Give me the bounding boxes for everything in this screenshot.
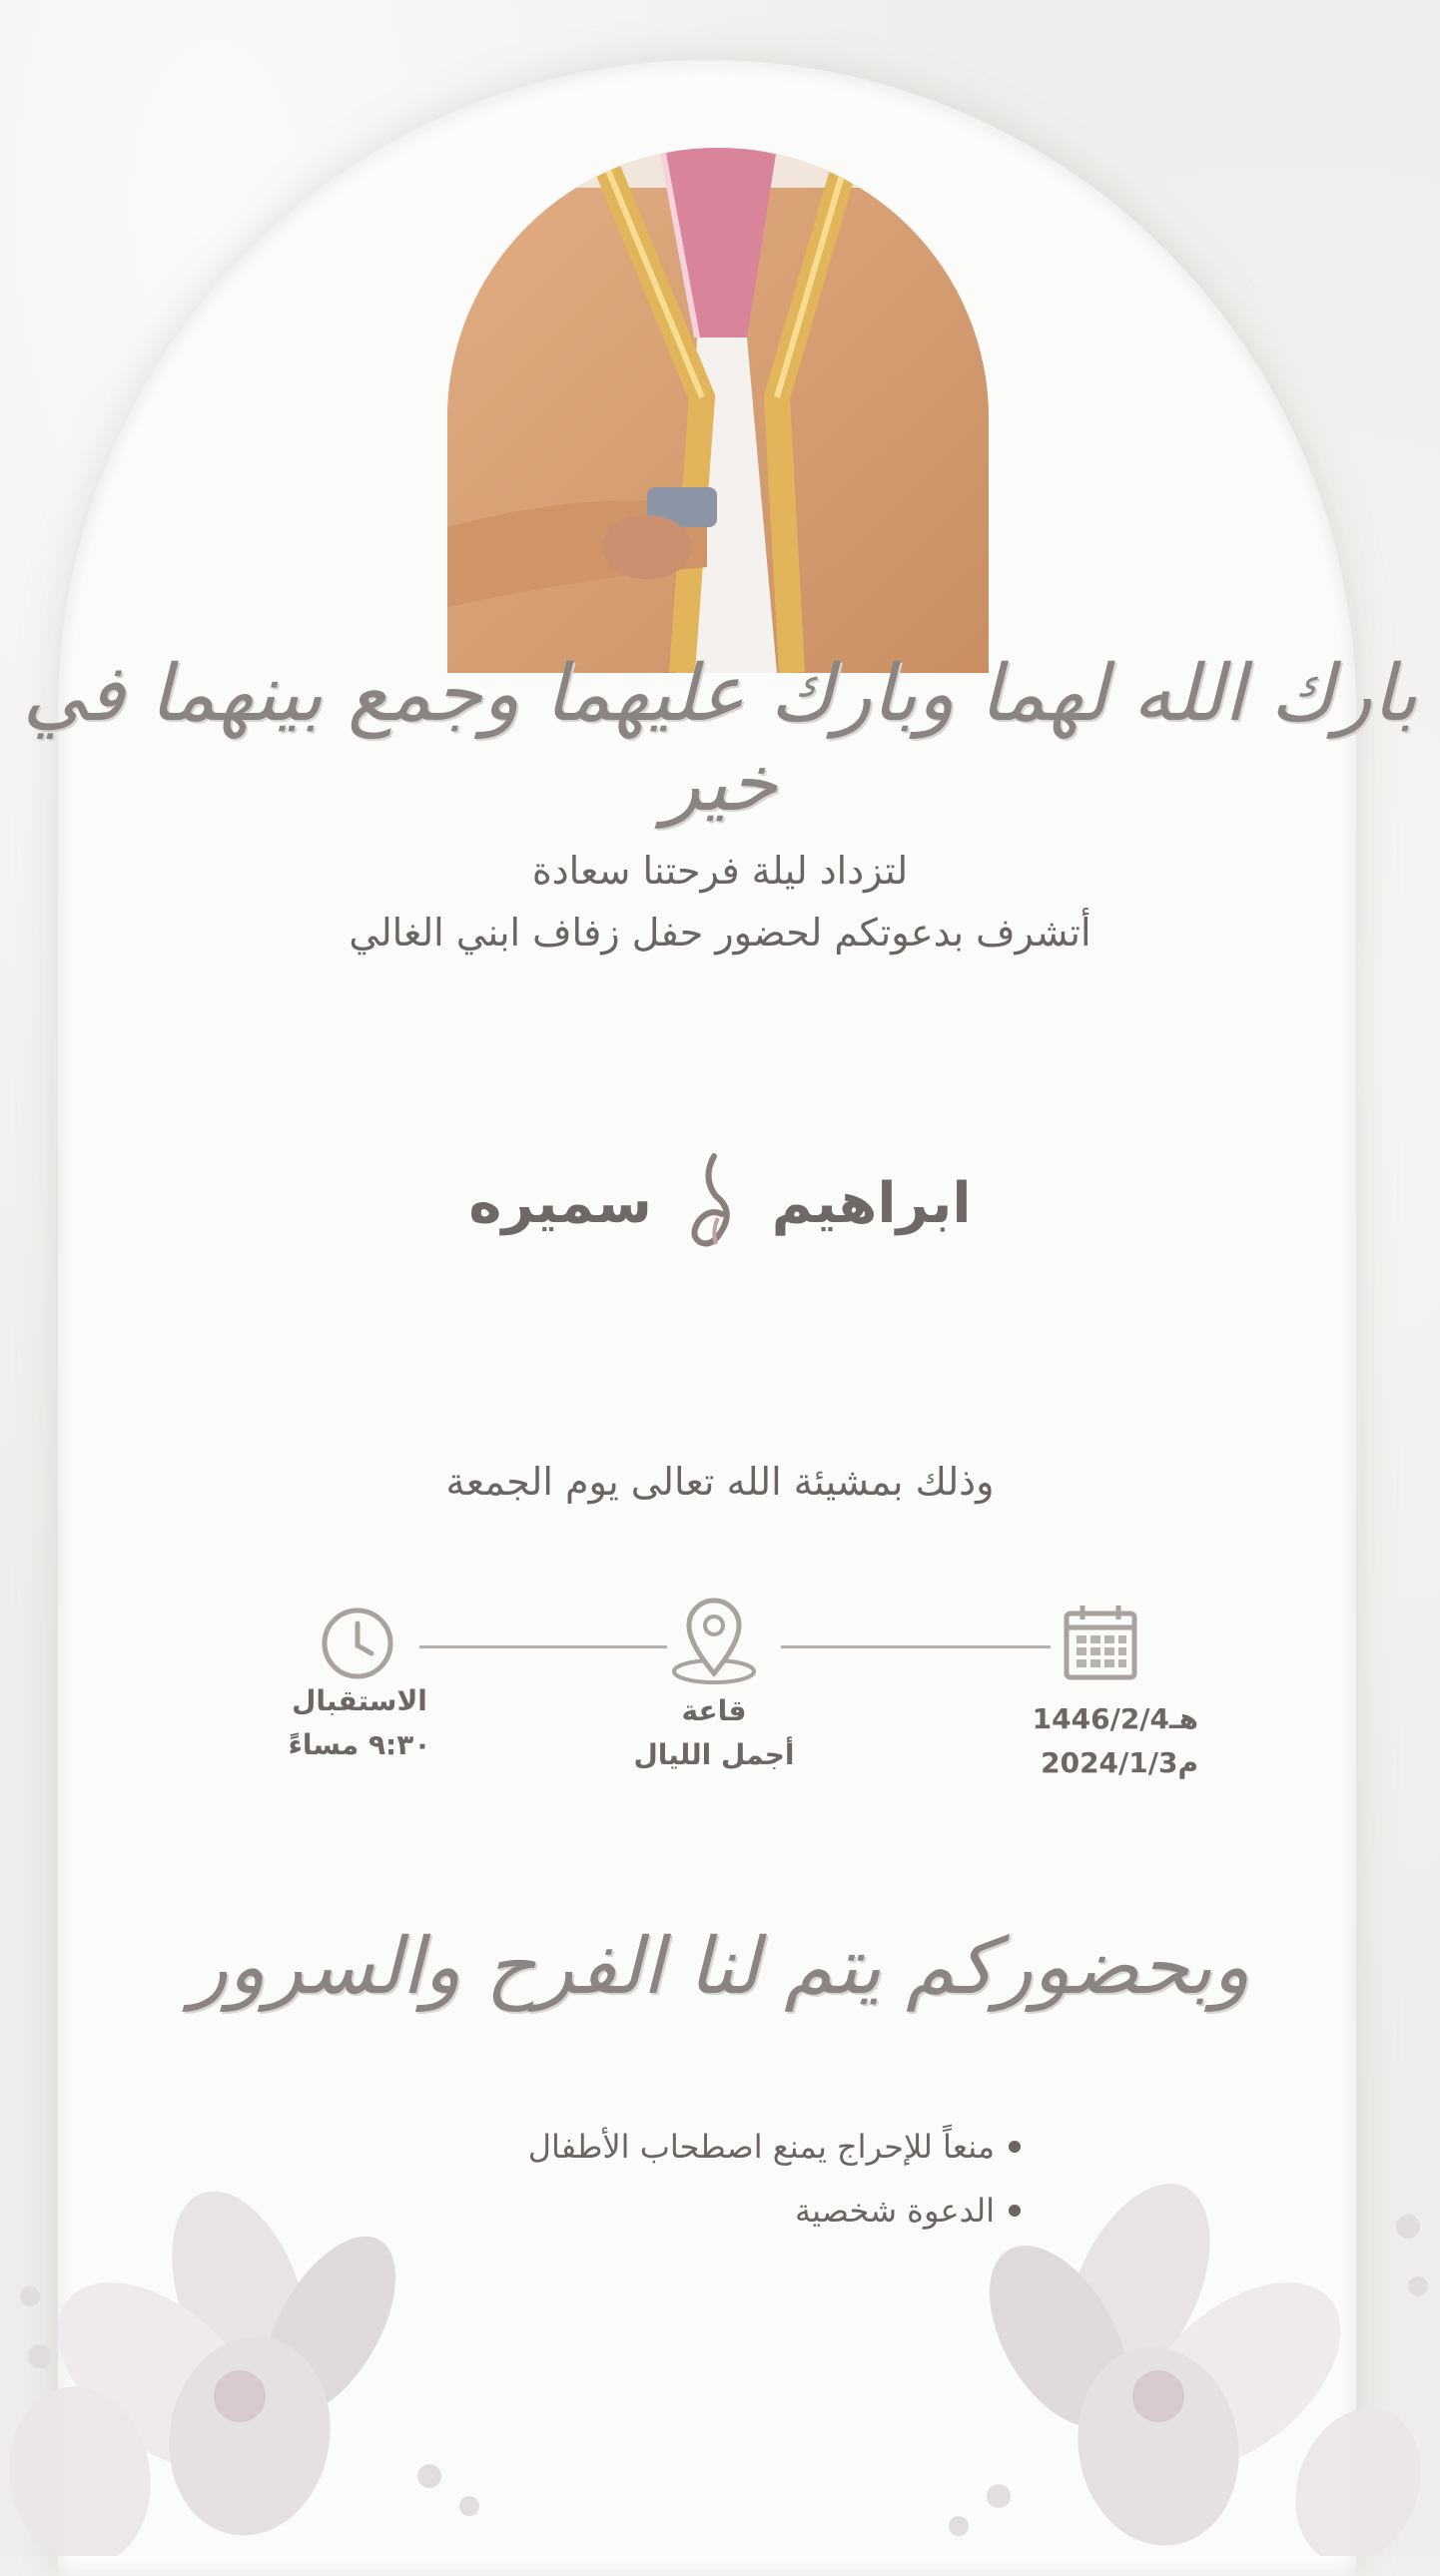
and-ornament-icon — [682, 1148, 742, 1258]
rule-text: منعاً للإحراج يمنع اصطحاب الأطفال — [527, 2128, 995, 2166]
intro-line-1: لتزداد ليلة فرحتنا سعادة — [531, 849, 909, 893]
location-pin-icon — [669, 1594, 759, 1685]
day-text: وذلك بمشيئة الله تعالى يوم الجمعة — [445, 1460, 995, 1504]
couple-names — [0, 1148, 1440, 1258]
timeline-line-left — [419, 1645, 667, 1648]
bullet-icon — [1009, 2141, 1021, 2153]
blessing-calligraphy: بارك الله لهما وبارك عليهما وجمع بينهما في خير — [22, 649, 1418, 829]
reception-time: ٩:٣٠ مساءً — [288, 1728, 431, 1761]
rule-text: الدعوة شخصية — [794, 2192, 995, 2230]
flower-decoration-left-icon — [0, 2177, 519, 2556]
venue-info — [589, 1689, 839, 1777]
date-hijri: 1446/2/4هـ — [1032, 1702, 1198, 1735]
timeline-line-right — [781, 1645, 1051, 1648]
reception-label: الاستقبال — [292, 1684, 427, 1717]
closing-calligraphy: وبحضوركم يتم لنا الفرح والسرور — [190, 1922, 1250, 2012]
intro-line-2: أتشرف بدعوتكم لحضور حفل زفاف ابني الغالي — [349, 911, 1091, 955]
date-info — [969, 1697, 1198, 1785]
venue-name: أجمل الليال — [633, 1738, 795, 1771]
clock-icon — [320, 1606, 395, 1681]
date-gregorian: 2024/1/3م — [1041, 1746, 1198, 1779]
reception-info — [230, 1679, 489, 1767]
venue-label: قاعة — [681, 1694, 747, 1727]
calendar-icon — [1063, 1602, 1138, 1681]
flower-decoration-right-icon — [939, 2167, 1440, 2556]
groom-name: ابراهيم — [771, 1170, 972, 1236]
bride-name: سميره — [468, 1170, 652, 1236]
groom-photo — [447, 148, 989, 673]
